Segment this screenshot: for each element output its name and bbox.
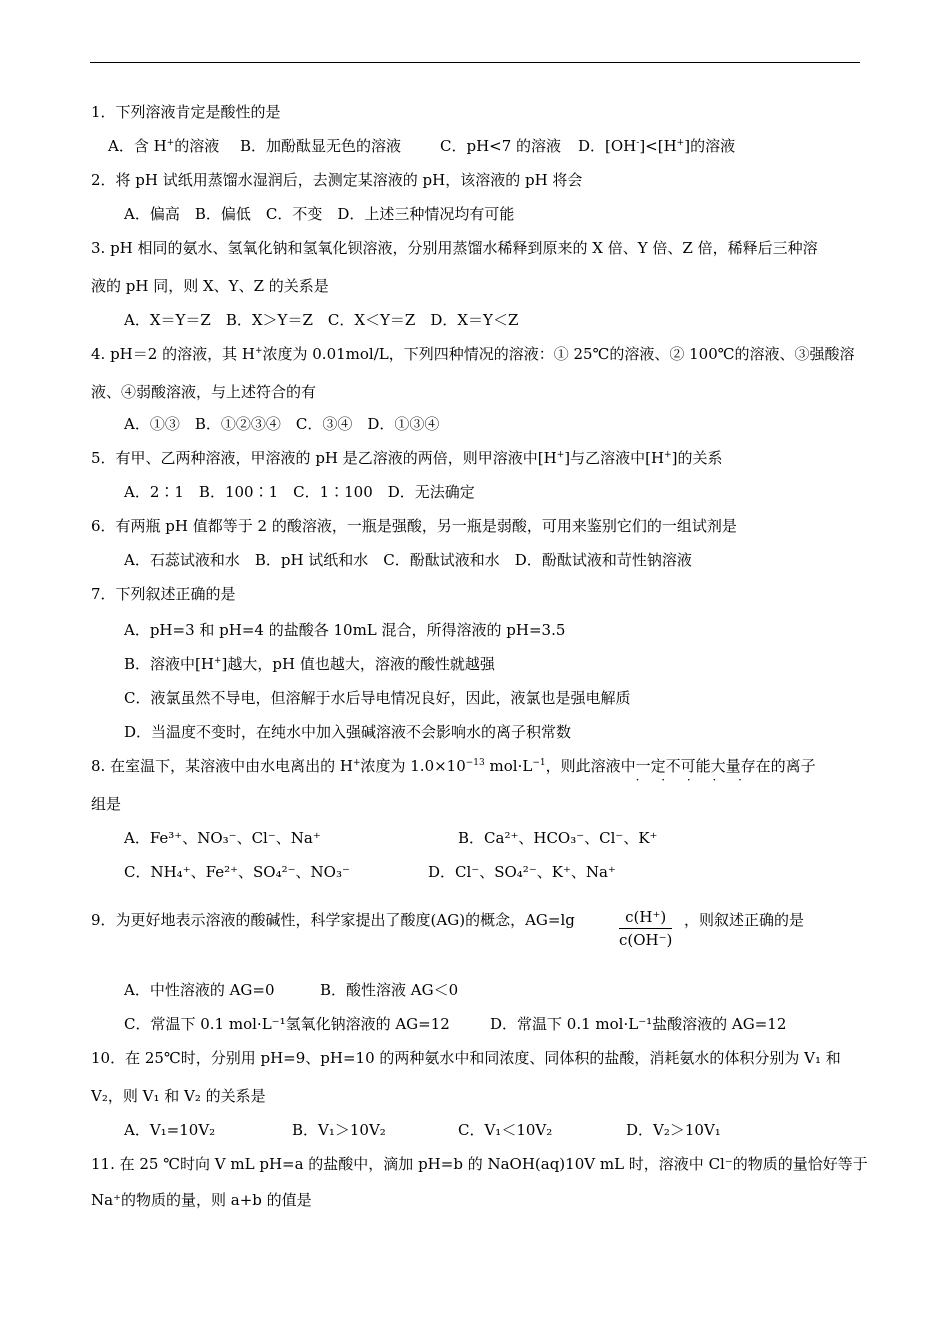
q6-options[interactable]: A．石蕊试液和水 B．pH 试纸和水 C．酚酞试液和水 D．酚酞试液和苛性钠溶液 bbox=[124, 551, 692, 569]
emphasis-dots: · · · · · bbox=[635, 773, 751, 787]
q7-option-d[interactable]: D．当温度不变时，在纯水中加入强碱溶液不会影响水的离子积常数 bbox=[124, 723, 572, 741]
q10-option-c[interactable]: C．V₁＜10V₂ bbox=[458, 1121, 553, 1139]
q1-option-a[interactable]: A．含 H+的溶液 bbox=[108, 137, 220, 155]
fraction-denominator: c(OH⁻) bbox=[619, 931, 673, 949]
q3-stem-line2: 液的 pH 同，则 X、Y、Z 的关系是 bbox=[91, 277, 329, 295]
q8-option-a[interactable]: A．Fe³⁺、NO₃⁻、Cl⁻、Na⁺ bbox=[124, 829, 321, 847]
q8-option-b[interactable]: B．Ca²⁺、HCO₃⁻、Cl⁻、K⁺ bbox=[458, 829, 658, 847]
q8-emphasis: 一定不可能 · · · · · bbox=[635, 757, 751, 787]
q10-stem-line2: V₂，则 V₁ 和 V₂ 的关系是 bbox=[91, 1087, 266, 1105]
q5-options[interactable]: A．2∶1 B．100∶1 C．1∶100 D．无法确定 bbox=[124, 483, 475, 501]
q7-option-a[interactable]: A．pH=3 和 pH=4 的盐酸各 10mL 混合，所得溶液的 pH=3.5 bbox=[124, 621, 566, 639]
q9-option-b[interactable]: B．酸性溶液 AG＜0 bbox=[320, 981, 459, 999]
q10-option-d[interactable]: D．V₂＞10V₁ bbox=[626, 1121, 721, 1139]
q9-option-c[interactable]: C．常温下 0.1 mol·L⁻¹氢氧化钠溶液的 AG=12 bbox=[124, 1015, 450, 1033]
q2-options[interactable]: A．偏高 B．偏低 C．不变 D．上述三种情况均有可能 bbox=[124, 205, 515, 223]
fraction-numerator: c(H⁺) bbox=[619, 906, 672, 929]
q7-option-c[interactable]: C．液氯虽然不导电，但溶解于水后导电情况良好，因此，液氯也是强电解质 bbox=[124, 689, 631, 707]
q4-stem-line1: 4. pH＝2 的溶液，其 H+浓度为 0.01mol/L，下列四种情况的溶液：① 25℃的溶液、② 100℃的溶液、③强酸溶 bbox=[91, 345, 855, 363]
q9-stem-part1: 9．为更好地表示溶液的酸碱性，科学家提出了酸度(AG)的概念，AG=lg bbox=[91, 911, 575, 929]
q9-stem-part2: ，则叙述正确的是 bbox=[684, 911, 805, 929]
q7-option-b[interactable]: B．溶液中[H+]越大，pH 值也越大，溶液的酸性就越强 bbox=[124, 655, 495, 673]
q11-stem-line2: Na⁺的物质的量，则 a+b 的值是 bbox=[91, 1191, 312, 1209]
q1-option-c[interactable]: C．pH<7 的溶液 bbox=[440, 137, 562, 155]
q8-option-c[interactable]: C．NH₄⁺、Fe²⁺、SO₄²⁻、NO₃⁻ bbox=[124, 863, 350, 881]
q3-stem-line1: 3. pH 相同的氨水、氢氧化钠和氢氧化钡溶液，分别用蒸馏水稀释到原来的 X 倍、Y 倍、Z 倍，稀释后三种溶 bbox=[91, 239, 818, 257]
q5-stem: 5．有甲、乙两种溶液，甲溶液的 pH 是乙溶液的两倍，则甲溶液中[H+]与乙溶液中[H+]的关系 bbox=[91, 449, 723, 467]
q10-option-a[interactable]: A．V₁=10V₂ bbox=[124, 1121, 216, 1139]
q1-option-b[interactable]: B．加酚酞显无色的溶液 bbox=[240, 137, 402, 155]
q11-stem-line1: 11. 在 25 ℃时向 V mL pH=a 的盐酸中，滴加 pH=b 的 NaOH(aq)10V mL 时，溶液中 Cl⁻的物质的量恰好等于 bbox=[91, 1155, 868, 1173]
q2-stem: 2．将 pH 试纸用蒸馏水湿润后，去测定某溶液的 pH，该溶液的 pH 将会 bbox=[91, 171, 583, 189]
q4-options[interactable]: A．①③ B．①②③④ C．③④ D．①③④ bbox=[124, 415, 440, 433]
q8-stem-line2: 组是 bbox=[91, 795, 122, 813]
q9-option-d[interactable]: D．常温下 0.1 mol·L⁻¹盐酸溶液的 AG=12 bbox=[490, 1015, 787, 1033]
q8-option-d[interactable]: D．Cl⁻、SO₄²⁻、K⁺、Na⁺ bbox=[428, 863, 616, 881]
header-rule bbox=[90, 62, 860, 63]
q1-option-d[interactable]: D．[OH-]<[H+]的溶液 bbox=[578, 137, 736, 155]
q8-stem-line1: 8. 在室温下，某溶液中由水电离出的 H+浓度为 $1.0\times 10^{-13}$ $mol\cdot L^{-1}$，则此溶液中一定不可能 · · · · · 大量存在的离子 bbox=[91, 757, 816, 787]
q10-stem-line1: 10．在 25℃时，分别用 pH=9、pH=10 的两种氨水中和同浓度、同体积的盐酸，消耗氨水的体积分别为 V₁ 和 bbox=[91, 1049, 841, 1067]
q9-option-a[interactable]: A．中性溶液的 AG=0 bbox=[124, 981, 275, 999]
ag-fraction bbox=[619, 906, 672, 951]
q7-stem: 7．下列叙述正确的是 bbox=[91, 585, 236, 603]
q4-stem-line2: 液、④弱酸溶液，与上述符合的有 bbox=[91, 383, 317, 401]
q6-stem: 6．有两瓶 pH 值都等于 2 的酸溶液，一瓶是强酸，另一瓶是弱酸，可用来鉴别它们的一组试剂是 bbox=[91, 517, 737, 535]
q3-options[interactable]: A．X＝Y＝Z B．X＞Y＝Z C．X＜Y＝Z D．X＝Y＜Z bbox=[124, 311, 519, 329]
q10-option-b[interactable]: B．V₁＞10V₂ bbox=[292, 1121, 386, 1139]
q1-stem: 1．下列溶液肯定是酸性的是 bbox=[91, 103, 281, 121]
